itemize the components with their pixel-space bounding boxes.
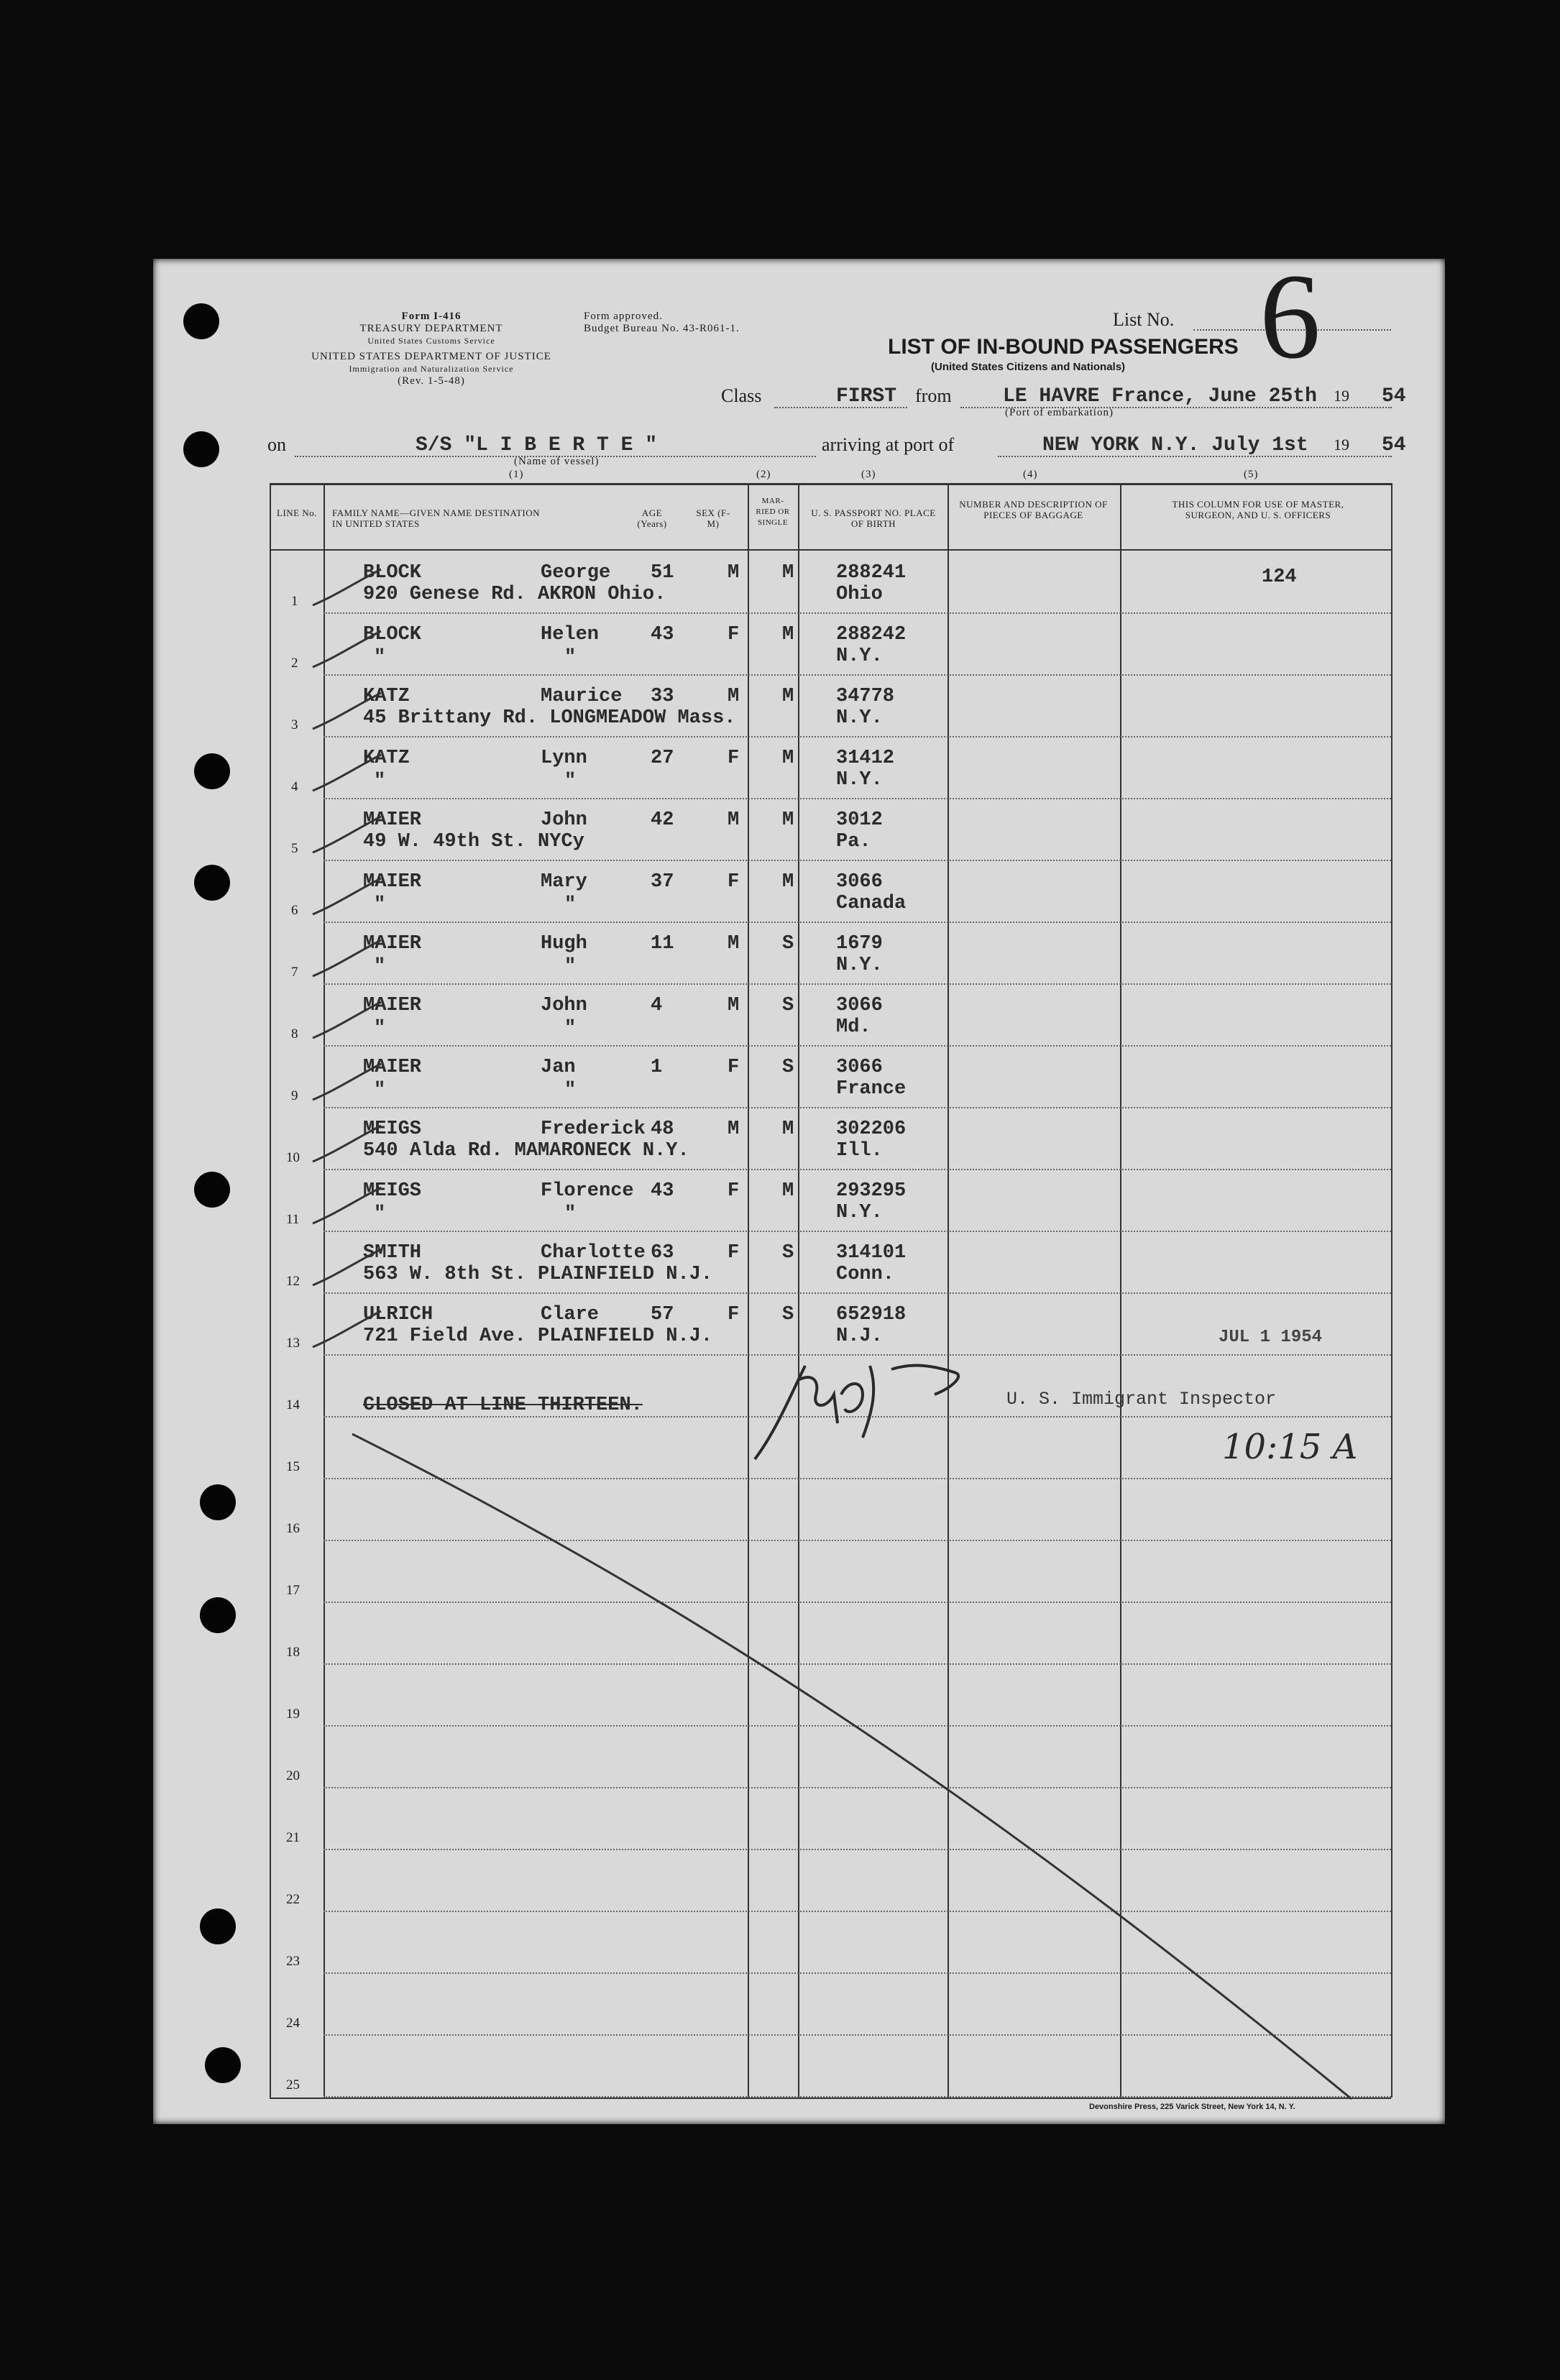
line-number: 15 xyxy=(286,1459,300,1474)
line-number: 4 xyxy=(291,779,298,794)
closing-text: CLOSED AT LINE THIRTEEN. xyxy=(363,1395,643,1416)
tick-mark xyxy=(309,875,388,918)
passenger-passport-no: 31412 xyxy=(836,748,895,769)
from-year-prefix: 19 xyxy=(1334,387,1349,405)
row-rule xyxy=(324,1231,1391,1232)
passenger-family-name: MAIER xyxy=(363,871,422,893)
passenger-passport-no: 288242 xyxy=(836,624,907,645)
line-number: 5 xyxy=(291,841,298,856)
binder-hole xyxy=(200,1597,236,1633)
ditto-mark: " xyxy=(374,771,386,792)
ditto-mark: " xyxy=(374,1018,386,1039)
col-head-sex: SEX (F-M) xyxy=(696,507,730,529)
passenger-sex: F xyxy=(728,624,740,645)
passenger-marital-status: S xyxy=(782,995,794,1016)
passenger-age: 11 xyxy=(651,933,674,955)
passenger-family-name: MAIER xyxy=(363,995,422,1016)
ditto-mark: " xyxy=(564,894,577,916)
line-number: 11 xyxy=(286,1212,300,1227)
line-number: 12 xyxy=(286,1274,300,1289)
ditto-mark: " xyxy=(564,956,577,978)
line-number: 22 xyxy=(286,1892,300,1907)
row-rule xyxy=(324,983,1391,985)
passenger-family-name: BLOCK xyxy=(363,624,422,645)
passenger-sex: M xyxy=(728,1118,740,1140)
passenger-age: 1 xyxy=(651,1057,663,1078)
line-number: 10 xyxy=(286,1150,300,1165)
binder-hole xyxy=(194,753,230,789)
tick-mark xyxy=(309,1184,388,1227)
passenger-passport-no: 314101 xyxy=(836,1242,907,1264)
passenger-sex: M xyxy=(728,933,740,955)
passenger-destination: 721 Field Ave. PLAINFIELD N.J. xyxy=(363,1325,713,1347)
passenger-family-name: KATZ xyxy=(363,748,410,769)
binder-hole xyxy=(200,1908,236,1944)
passenger-passport-no: 3066 xyxy=(836,871,883,893)
passenger-family-name: MAIER xyxy=(363,933,422,955)
line-number: 13 xyxy=(286,1336,300,1351)
passenger-sex: F xyxy=(728,1242,740,1264)
col-ref-4: (4) xyxy=(1023,469,1038,480)
passenger-birthplace: N.Y. xyxy=(836,1202,883,1223)
passenger-given-name: Florence xyxy=(541,1180,634,1202)
passenger-birthplace: N.Y. xyxy=(836,707,883,729)
passenger-family-name: MAIER xyxy=(363,809,422,831)
ditto-mark: " xyxy=(564,647,577,668)
form-approved: Form approved. xyxy=(584,311,663,322)
header-bottom-rule xyxy=(270,549,1391,551)
ditto-mark: " xyxy=(374,1203,386,1225)
from-year: 54 xyxy=(1382,385,1406,408)
line-number: 23 xyxy=(286,1954,300,1969)
passenger-age: 27 xyxy=(651,748,674,769)
page-title: LIST OF IN-BOUND PASSENGERS xyxy=(888,335,1239,359)
line-number: 18 xyxy=(286,1645,300,1660)
binder-hole xyxy=(183,431,219,467)
passenger-sex: F xyxy=(728,871,740,893)
form-revision: (Rev. 1-5-48) xyxy=(398,375,465,387)
passenger-age: 48 xyxy=(651,1118,674,1140)
passenger-given-name: John xyxy=(541,995,587,1016)
passenger-given-name: Lynn xyxy=(541,748,587,769)
passenger-birthplace: N.Y. xyxy=(836,955,883,976)
passenger-age: 4 xyxy=(651,995,663,1016)
passenger-destination: 49 W. 49th St. NYCy xyxy=(363,831,584,853)
row-rule xyxy=(324,736,1391,738)
passenger-family-name: BLOCK xyxy=(363,562,422,584)
passenger-family-name: MEIGS xyxy=(363,1118,422,1140)
ditto-mark: " xyxy=(564,1018,577,1039)
line-number: 8 xyxy=(291,1026,298,1042)
row-rule xyxy=(324,860,1391,861)
line-number: 9 xyxy=(291,1088,298,1103)
passenger-birthplace: Conn. xyxy=(836,1264,895,1285)
passenger-marital-status: M xyxy=(782,1118,794,1140)
passenger-marital-status: S xyxy=(782,1242,794,1264)
col-head-baggage: NUMBER AND DESCRIPTION OF PIECES OF BAGGAGE xyxy=(959,499,1108,520)
passenger-family-name: MAIER xyxy=(363,1057,422,1078)
tick-mark xyxy=(309,751,388,794)
row-rule xyxy=(324,1045,1391,1047)
line-number: 16 xyxy=(286,1521,300,1536)
from-label: from xyxy=(915,385,952,406)
line-number: 21 xyxy=(286,1830,300,1845)
col-ref-5: (5) xyxy=(1244,469,1259,480)
passenger-given-name: Charlotte xyxy=(541,1242,646,1264)
binder-hole xyxy=(194,1172,230,1208)
tick-mark xyxy=(309,1122,388,1165)
arriving-label: arriving at port of xyxy=(822,434,955,455)
tick-mark xyxy=(309,937,388,980)
row-rule xyxy=(324,1169,1391,1170)
passenger-age: 37 xyxy=(651,871,674,893)
col-head-officers: THIS COLUMN FOR USE OF MASTER, SURGEON, AND U. S. OFFICERS xyxy=(1172,499,1344,520)
col-head-passport: U. S. PASSPORT NO. PLACE OF BIRTH xyxy=(811,507,936,529)
passenger-passport-no: 293295 xyxy=(836,1180,907,1202)
vessel-name: S/S "L I B E R T E " xyxy=(416,434,658,456)
page-subtitle: (United States Citizens and Nationals) xyxy=(931,361,1126,373)
passenger-destination: 45 Brittany Rd. LONGMEADOW Mass. xyxy=(363,707,736,729)
passenger-birthplace: Ohio xyxy=(836,584,883,605)
tick-mark xyxy=(309,1308,388,1351)
passenger-age: 63 xyxy=(651,1242,674,1264)
ditto-mark: " xyxy=(374,894,386,916)
arrival-year-prefix: 19 xyxy=(1334,436,1349,454)
line-number: 14 xyxy=(286,1397,300,1412)
col-ref-3: (3) xyxy=(861,469,876,480)
passenger-sex: M xyxy=(728,686,740,707)
passenger-marital-status: M xyxy=(782,686,794,707)
form-approval xyxy=(584,311,740,335)
passenger-given-name: Hugh xyxy=(541,933,587,955)
ditto-mark: " xyxy=(374,647,386,668)
passenger-passport-no: 652918 xyxy=(836,1304,907,1325)
passenger-birthplace: Ill. xyxy=(836,1140,883,1162)
passenger-passport-no: 302206 xyxy=(836,1118,907,1140)
col-head-married: MAR-RIED OR SINGLE xyxy=(756,497,790,527)
col-head-age: AGE (Years) xyxy=(637,507,667,529)
tick-mark xyxy=(309,998,388,1042)
passenger-birthplace: France xyxy=(836,1078,907,1100)
passenger-sex: F xyxy=(728,748,740,769)
row-rule xyxy=(324,922,1391,923)
passenger-age: 42 xyxy=(651,809,674,831)
passenger-sex: M xyxy=(728,809,740,831)
passenger-marital-status: M xyxy=(782,562,794,584)
passenger-marital-status: S xyxy=(782,933,794,955)
form-number: Form I-416 xyxy=(401,311,462,322)
passenger-birthplace: N.Y. xyxy=(836,769,883,791)
ditto-mark: " xyxy=(374,956,386,978)
col-head-line: LINE No. xyxy=(277,507,317,518)
passenger-birthplace: Pa. xyxy=(836,831,871,853)
binder-hole xyxy=(194,865,230,901)
on-label: on xyxy=(267,434,286,455)
passenger-marital-status: M xyxy=(782,748,794,769)
treasury-dept: TREASURY DEPARTMENT xyxy=(359,323,503,334)
line-number: 3 xyxy=(291,717,298,732)
passenger-birthplace: Canada xyxy=(836,893,907,914)
tick-mark xyxy=(309,689,388,732)
passenger-destination: 920 Genese Rd. AKRON Ohio. xyxy=(363,584,666,605)
inspector-label: U. S. Immigrant Inspector xyxy=(1006,1389,1277,1410)
passenger-marital-status: S xyxy=(782,1057,794,1078)
passenger-birthplace: N.J. xyxy=(836,1325,883,1347)
class-value: FIRST xyxy=(836,385,897,408)
passenger-sex: F xyxy=(728,1180,740,1202)
passenger-birthplace: N.Y. xyxy=(836,645,883,667)
customs-service: United States Customs Service xyxy=(367,336,495,346)
passenger-marital-status: S xyxy=(782,1304,794,1325)
passenger-passport-no: 1679 xyxy=(836,933,883,955)
port-embark-note: (Port of embarkation) xyxy=(1005,407,1114,418)
passenger-family-name: SMITH xyxy=(363,1242,422,1264)
passenger-given-name: George xyxy=(541,562,611,584)
table-top-rule xyxy=(270,483,1391,485)
officer-count: 124 xyxy=(1262,566,1297,588)
from-value: LE HAVRE France, June 25th xyxy=(1003,385,1317,408)
tick-mark xyxy=(309,1246,388,1289)
tick-mark xyxy=(309,813,388,856)
line-number: 7 xyxy=(291,965,298,980)
passenger-given-name: Mary xyxy=(541,871,587,893)
tick-mark xyxy=(309,628,388,671)
passenger-given-name: Maurice xyxy=(541,686,623,707)
printer-imprint: Devonshire Press, 225 Varick Street, New York 14, N. Y. xyxy=(1089,2103,1295,2111)
ditto-mark: " xyxy=(564,771,577,792)
passenger-passport-no: 3066 xyxy=(836,995,883,1016)
passenger-family-name: MEIGS xyxy=(363,1180,422,1202)
ditto-mark: " xyxy=(374,1080,386,1101)
row-rule xyxy=(324,612,1391,614)
table-left-rule xyxy=(270,483,271,2098)
passenger-sex: F xyxy=(728,1057,740,1078)
passenger-age: 51 xyxy=(651,562,674,584)
passenger-given-name: Jan xyxy=(541,1057,576,1078)
tick-mark xyxy=(309,1060,388,1103)
form-agency-block xyxy=(262,311,600,387)
arrival-value: NEW YORK N.Y. July 1st xyxy=(1042,434,1308,456)
line-number: 6 xyxy=(291,903,298,918)
col-ref-1: (1) xyxy=(509,469,524,480)
line-number: 2 xyxy=(291,656,298,671)
ditto-mark: " xyxy=(564,1080,577,1101)
line-number: 17 xyxy=(286,1583,300,1598)
passenger-marital-status: M xyxy=(782,809,794,831)
passenger-family-name: ULRICH xyxy=(363,1304,433,1325)
passenger-passport-no: 288241 xyxy=(836,562,907,584)
passenger-passport-no: 34778 xyxy=(836,686,895,707)
binder-hole xyxy=(205,2047,241,2083)
col-head-name: FAMILY NAME—GIVEN NAME DESTINATION IN UNITED STATES xyxy=(332,507,541,529)
ins-service: Immigration and Naturalization Service xyxy=(349,364,514,374)
passenger-sex: M xyxy=(728,995,740,1016)
passenger-age: 43 xyxy=(651,1180,674,1202)
ditto-mark: " xyxy=(564,1203,577,1225)
budget-bureau: Budget Bureau No. 43-R061-1. xyxy=(584,323,740,334)
handwritten-time: 10:15 A xyxy=(1222,1427,1358,1467)
list-number: 6 xyxy=(1260,249,1321,384)
passenger-destination: 540 Alda Rd. MAMARONECK N.Y. xyxy=(363,1140,689,1162)
passenger-given-name: Frederick xyxy=(541,1118,646,1140)
binder-hole xyxy=(183,303,219,339)
table-right-rule xyxy=(1391,483,1392,2098)
justice-dept: UNITED STATES DEPARTMENT OF JUSTICE xyxy=(311,351,551,362)
cancel-line xyxy=(345,1430,1366,2106)
line-number: 20 xyxy=(286,1768,300,1783)
row-rule xyxy=(324,798,1391,799)
passenger-sex: M xyxy=(728,562,740,584)
passenger-marital-status: M xyxy=(782,871,794,893)
passenger-given-name: John xyxy=(541,809,587,831)
class-label: Class xyxy=(721,385,762,406)
passenger-sex: F xyxy=(728,1304,740,1325)
vessel-note: (Name of vessel) xyxy=(514,456,600,467)
passenger-marital-status: M xyxy=(782,1180,794,1202)
line-number: 19 xyxy=(286,1706,300,1722)
tick-mark xyxy=(309,566,388,609)
passenger-passport-no: 3012 xyxy=(836,809,883,831)
passenger-family-name: KATZ xyxy=(363,686,410,707)
line-number: 25 xyxy=(286,2077,300,2092)
passenger-marital-status: M xyxy=(782,624,794,645)
passenger-age: 43 xyxy=(651,624,674,645)
arrival-year: 54 xyxy=(1382,434,1406,456)
passenger-given-name: Helen xyxy=(541,624,600,645)
passenger-age: 57 xyxy=(651,1304,674,1325)
passenger-passport-no: 3066 xyxy=(836,1057,883,1078)
col-ref-2: (2) xyxy=(756,469,771,480)
binder-hole xyxy=(200,1484,236,1520)
passenger-age: 33 xyxy=(651,686,674,707)
passenger-destination: 563 W. 8th St. PLAINFIELD N.J. xyxy=(363,1264,713,1285)
line-number: 24 xyxy=(286,2016,300,2031)
stamp-date: JUL 1 1954 xyxy=(1219,1328,1323,1347)
row-rule xyxy=(324,1107,1391,1108)
passenger-given-name: Clare xyxy=(541,1304,600,1325)
list-no-label: List No. xyxy=(1113,309,1175,330)
row-rule xyxy=(324,674,1391,676)
row-rule xyxy=(324,1292,1391,1294)
line-number: 1 xyxy=(291,594,298,609)
passenger-birthplace: Md. xyxy=(836,1016,871,1038)
